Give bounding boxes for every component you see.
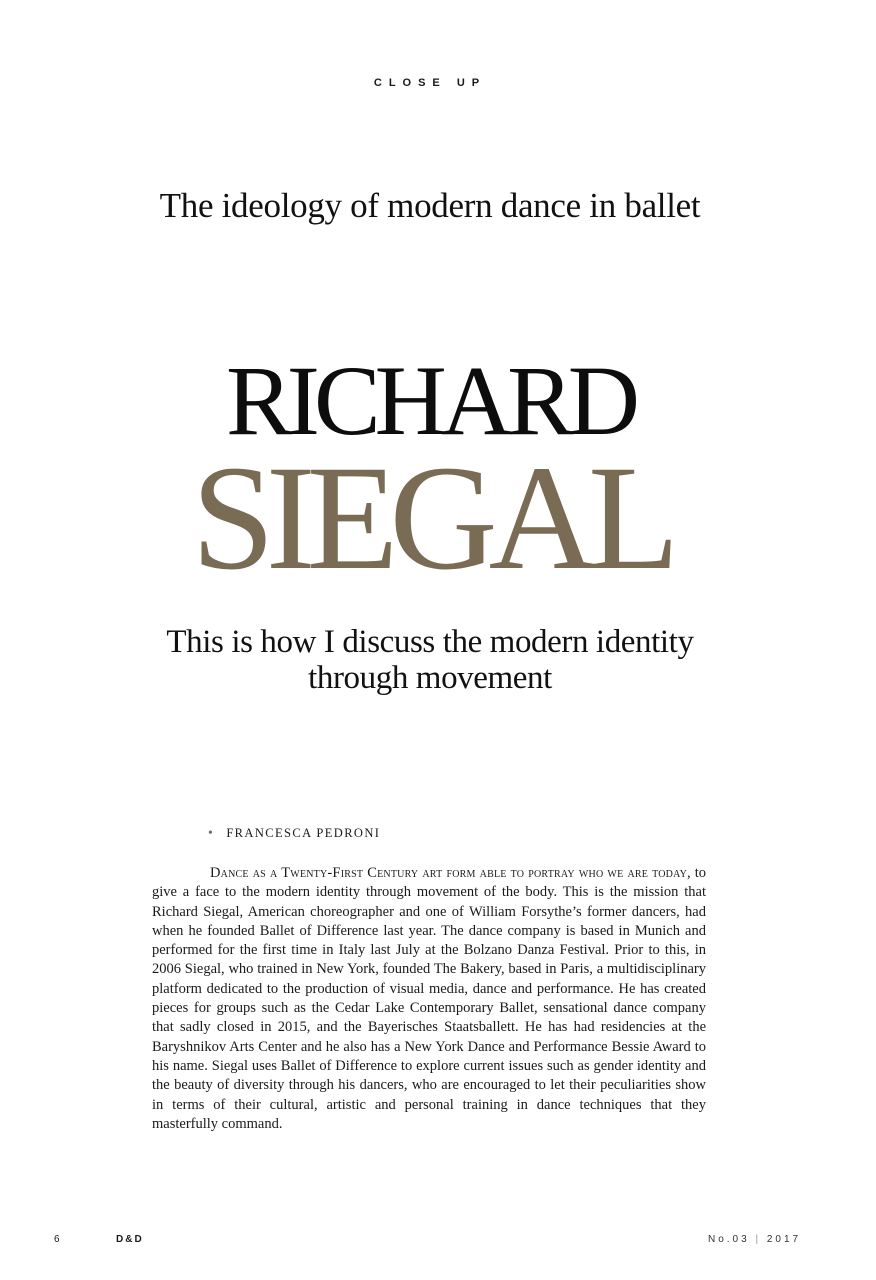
subject-last-name: SIEGAL (191, 435, 671, 601)
body-text: to give a face to the modern identity through movement of the body. This is the mission that Richard Siegal, American choreographer and one of William Forsythe’s former dancers, had when he founded Ballet of Difference last year. The dance company is based in Munich and performed for the first time in Italy last July at the Bolzano Danza Festival. Prior to this, in 2006 Siegal, who trained in New York, founded The Bakery, based in Paris, a multidisciplinary platform dedicated to the production of visual media, dance and performance. He has created pieces for groups such as the Cedar Lake Contemporary Ballet, sensational dance company that sadly closed in 2015, and the Bayerisches Staatsballett. He has had residencies at the Baryshnikov Arts Center and he also has a New York Dance and Performance Bessie Award to his name. Siegal uses Ballet of Difference to explore current issues such as gender identity and the beauty of diversity through his dancers, who are encouraged to let their peculiarities show in terms of their cultural, artistic and personal training in dance techniques that they masterfully command. (152, 865, 706, 1132)
page-number: 6 (54, 1234, 60, 1245)
footer-separator: | (755, 1234, 762, 1245)
subject-first-name: RICHARD (225, 345, 635, 456)
issue-info (708, 1234, 801, 1245)
byline (208, 826, 380, 842)
bullet-icon: • (208, 826, 215, 841)
issue-year: 2017 (766, 1234, 802, 1245)
issue-number: No.03 (708, 1234, 750, 1245)
article-kicker: The ideology of modern dance in ballet (159, 186, 701, 225)
author-name: FRANCESCA PEDRONI (226, 826, 381, 840)
article-body (152, 864, 706, 1134)
article-standfirst: This is how I discuss the modern identity through movement (166, 624, 694, 696)
body-lead-in: Dance as a Twenty-First Century art form able to portray who we are today, (210, 865, 691, 881)
magazine-name: D&D (116, 1234, 144, 1245)
section-label: CLOSE UP (373, 77, 487, 89)
